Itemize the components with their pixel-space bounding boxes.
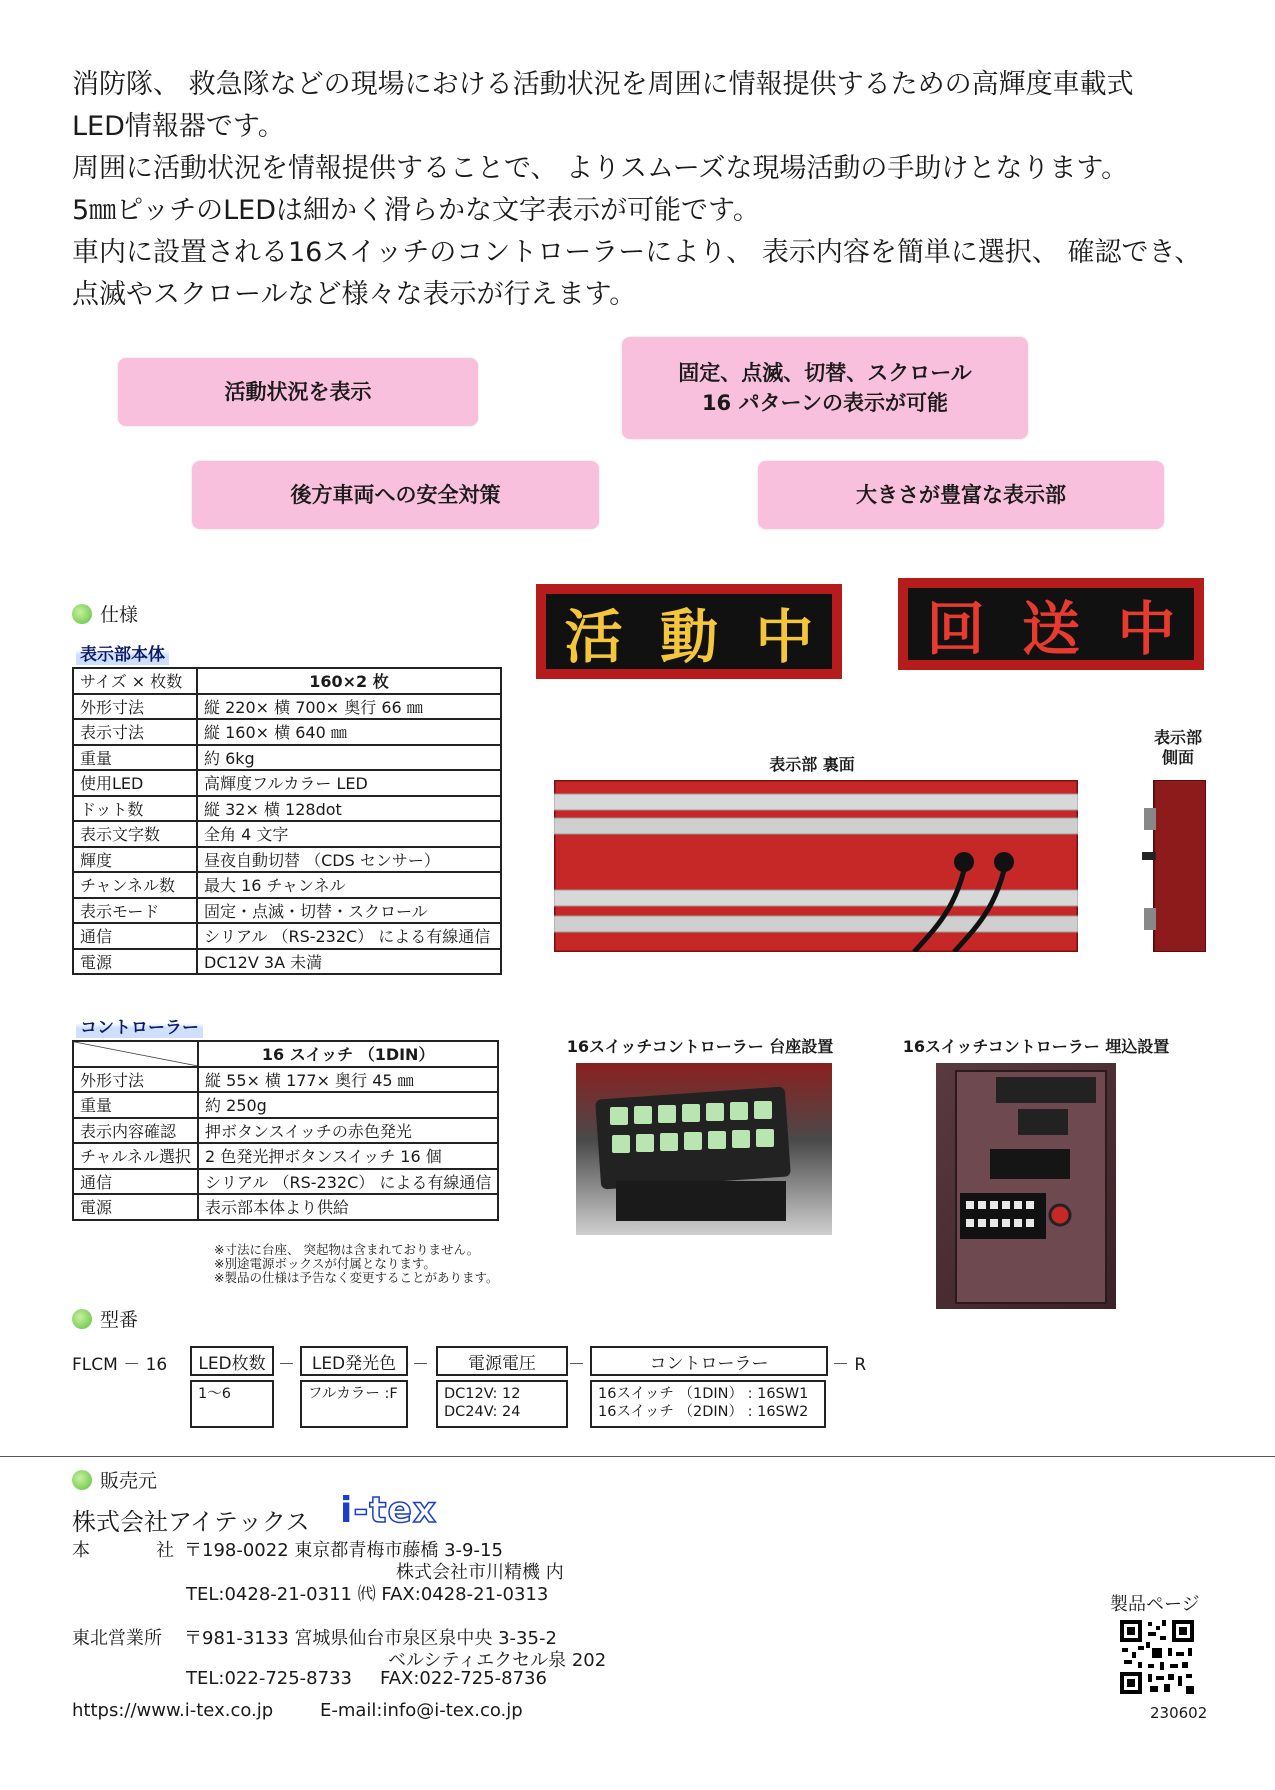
intro-line: 点滅やスクロールなど様々な表示が行えます。 [72, 279, 637, 310]
model-value-voltage [436, 1380, 568, 1428]
led-screen [546, 594, 832, 669]
controller-embed-illustration [936, 1063, 1116, 1309]
feature-label: 活動状況を表示 [224, 380, 372, 404]
table-cell-header: 16 スイッチ （1DIN） [198, 1041, 498, 1067]
model-value-line: 16スイッチ （2DIN） : 16SW2 [598, 1404, 809, 1420]
table-row [73, 872, 501, 898]
side-view-caption [1138, 728, 1218, 768]
model-prefix: FLCM － 16 [72, 1355, 168, 1375]
email-link[interactable]: E-mail:info@i-tex.co.jp [320, 1700, 523, 1721]
model-box-led-color: LED発光色 [300, 1346, 408, 1376]
table-cell-value: 固定・点滅・切替・スクロール [197, 898, 501, 924]
table-row [73, 796, 501, 822]
feature-label: 16 パターンの表示が可能 [701, 391, 949, 415]
table-row [73, 668, 501, 694]
table-row [73, 949, 501, 975]
feature-activity-status [118, 358, 478, 426]
table-cell-value: 約 6kg [197, 745, 501, 771]
table-row [73, 1041, 498, 1067]
table-cell-value: 縦 220× 横 700× 奥行 66 ㎜ [197, 694, 501, 720]
display-spec-table [72, 667, 502, 975]
table-cell-key: 輝度 [73, 847, 197, 873]
table-cell-key: 表示寸法 [73, 719, 197, 745]
feature-label: 大きさが豊富な表示部 [856, 483, 1066, 507]
model-heading-label: 型番 [100, 1309, 139, 1331]
table-cell-key: 通信 [73, 923, 197, 949]
table-cell-value: 高輝度フルカラー LED [197, 770, 501, 796]
table-cell-key: 表示文字数 [73, 821, 197, 847]
table-cell-value: シリアル （RS-232C） による有線通信 [197, 923, 501, 949]
display-side-image [1140, 780, 1206, 952]
model-value-led-color [300, 1380, 408, 1428]
intro-line: 車内に設置される16スイッチのコントローラーにより、 表示内容を簡単に選択、 確認でき、 [72, 237, 1202, 268]
table-cell-header: 160×2 枚 [197, 668, 501, 694]
seller-heading-label: 販売元 [100, 1470, 158, 1492]
led-char: 中 [1117, 595, 1176, 663]
table-row [73, 1118, 498, 1144]
table-cell-value: 最大 16 チャンネル [197, 872, 501, 898]
controller-stand-illustration [576, 1063, 832, 1235]
table-cell-key: ドット数 [73, 796, 197, 822]
spec-heading [72, 600, 138, 627]
intro-line: 5㎜ピッチのLEDは細かく滑らかな文字表示が可能です。 [72, 195, 760, 226]
table-cell-value: 押ボタンスイッチの赤色発光 [198, 1118, 498, 1144]
intro-text [72, 64, 1212, 316]
intro-line: 消防隊、 救急隊などの現場における活動状況を周囲に情報提供するための高輝度車載式 [72, 69, 1134, 100]
led-char: 動 [659, 602, 718, 671]
display-back-image [554, 780, 1078, 952]
table-cell-value: シリアル （RS-232C） による有線通信 [198, 1169, 498, 1195]
table-row [73, 1067, 498, 1093]
tohoku-tel: TEL:022-725-8733 [186, 1668, 352, 1689]
note-line: ※別途電源ボックスが付属となります。 [214, 1256, 436, 1271]
table-cell-key: 通信 [73, 1169, 198, 1195]
model-value-line: 1～6 [198, 1386, 231, 1402]
stand-install-caption: 16スイッチコントローラー 台座設置 [566, 1037, 834, 1056]
table-cell-value: 縦 55× 横 177× 奥行 45 ㎜ [198, 1067, 498, 1093]
caption-line: 側面 [1161, 748, 1194, 767]
table-cell-value: 縦 32× 横 128dot [197, 796, 501, 822]
table-cell-key: 表示内容確認 [73, 1118, 198, 1144]
bullet-icon [72, 1470, 92, 1490]
controller-spec-title: コントローラー [76, 1013, 203, 1038]
table-cell-key: 重量 [73, 745, 197, 771]
website-link[interactable]: https://www.i-tex.co.jp [72, 1700, 274, 1721]
table-cell-value: 表示部本体より供給 [198, 1194, 498, 1220]
led-display-image-returning [898, 578, 1204, 670]
table-cell-key: 外形寸法 [73, 694, 197, 720]
caption-line: 表示部 [1153, 728, 1202, 747]
table-row [73, 847, 501, 873]
table-cell-key: 電源 [73, 1194, 198, 1220]
table-row [73, 1194, 498, 1220]
bullet-icon [72, 604, 92, 624]
model-value-line: フルカラー :F [308, 1386, 398, 1402]
display-side-illustration [1140, 780, 1206, 952]
hq-address: 〒198-0022 東京都青梅市藤橋 3-9-15 [184, 1540, 503, 1561]
feature-safety [192, 461, 599, 529]
model-box-controller: コントローラー [590, 1346, 828, 1376]
table-cell-key: 使用LED [73, 770, 197, 796]
hq-label-2: 社 [156, 1540, 174, 1561]
company-logo [340, 1490, 437, 1531]
table-cell-value: 全角 4 文字 [197, 821, 501, 847]
table-cell-key: 表示モード [73, 898, 197, 924]
table-row [73, 770, 501, 796]
hq-tel: TEL:0428-21-0311 ㈹ FAX:0428-21-0313 [186, 1584, 549, 1605]
table-cell-value: DC12V 3A 未満 [197, 949, 501, 975]
feature-label: 固定、点滅、切替、スクロール [678, 361, 972, 385]
table-cell-key: チャンネル数 [73, 872, 197, 898]
led-char: 回 [926, 595, 985, 663]
feature-label: 後方車両への安全対策 [290, 483, 501, 507]
tohoku-address-2: ベルシティエクセル泉 202 [388, 1650, 607, 1671]
intro-line: LED情報器です。 [72, 111, 285, 142]
model-value-controller [590, 1380, 826, 1428]
logo-rest: -tex [353, 1490, 438, 1531]
display-back-illustration [554, 780, 1078, 952]
seller-heading [72, 1466, 157, 1493]
qr-code-graphic [1118, 1618, 1196, 1696]
table-row [73, 923, 501, 949]
divider [0, 1456, 1275, 1457]
intro-line: 周囲に活動状況を情報提供することで、 よりスムーズな現場活動の手助けとなります。 [72, 153, 1129, 184]
display-spec-title: 表示部本体 [76, 640, 169, 665]
led-char: 送 [1021, 595, 1080, 663]
table-row [73, 719, 501, 745]
spec-heading-label: 仕様 [100, 604, 139, 626]
model-box-led-count: LED枚数 [190, 1346, 274, 1376]
tohoku-address: 〒981-3133 宮城県仙台市泉区泉中央 3-35-2 [184, 1628, 557, 1649]
embed-install-caption: 16スイッチコントローラー 埋込設置 [902, 1037, 1170, 1056]
table-cell-value: 縦 160× 横 640 ㎜ [197, 719, 501, 745]
table-cell-key: 電源 [73, 949, 197, 975]
note-line: ※寸法に台座、 突起物は含まれておりません。 [214, 1242, 480, 1257]
model-value-line: 16スイッチ （1DIN） : 16SW1 [598, 1386, 809, 1402]
note-line: ※製品の仕様は予告なく変更することがあります。 [214, 1270, 499, 1285]
back-view-caption: 表示部 裏面 [769, 755, 855, 774]
model-value-line: DC24V: 24 [444, 1404, 521, 1420]
table-row [73, 1169, 498, 1195]
led-char: 中 [755, 602, 814, 671]
spec-notes [214, 1243, 498, 1285]
table-row [73, 898, 501, 924]
model-dash: － [412, 1355, 429, 1375]
table-cell-value: 約 250g [198, 1092, 498, 1118]
logo-i: i [340, 1490, 354, 1531]
table-cell-value: 2 色発光押ボタンスイッチ 16 個 [198, 1143, 498, 1169]
controller-embed-photo [936, 1063, 1116, 1309]
document-code: 230602 [1150, 1704, 1208, 1722]
tohoku-label: 東北営業所 [72, 1628, 162, 1649]
model-value-led-count [190, 1380, 274, 1428]
hq-label-1: 本 [72, 1540, 90, 1561]
qr-label: 製品ページ [1110, 1594, 1200, 1615]
feature-display-sizes [758, 461, 1164, 529]
table-cell-key: 外形寸法 [73, 1067, 198, 1093]
led-display-image-active [536, 584, 842, 679]
company-name: 株式会社アイテックス [72, 1508, 310, 1536]
model-dash: － [278, 1355, 295, 1375]
table-row [73, 1143, 498, 1169]
model-box-voltage: 電源電圧 [436, 1346, 568, 1376]
table-cell-value: 昼夜自動切替 （CDS センサー） [197, 847, 501, 873]
table-row [73, 745, 501, 771]
table-cell-diagonal [73, 1041, 198, 1067]
led-screen [908, 588, 1194, 663]
controller-stand-photo [576, 1063, 832, 1235]
tohoku-fax: FAX:022-725-8736 [380, 1668, 547, 1689]
bullet-icon [72, 1309, 92, 1329]
hq-address-2: 株式会社市川精機 内 [396, 1562, 564, 1583]
qr-code-icon[interactable] [1118, 1618, 1196, 1696]
model-suffix: － R [832, 1355, 867, 1375]
feature-display-patterns [622, 337, 1028, 439]
table-cell-key: 重量 [73, 1092, 198, 1118]
table-row [73, 694, 501, 720]
table-cell-key: サイズ × 枚数 [73, 668, 197, 694]
table-row [73, 821, 501, 847]
led-char: 活 [564, 602, 623, 671]
model-heading [72, 1305, 138, 1332]
model-dash: － [568, 1355, 585, 1375]
table-row [73, 1092, 498, 1118]
model-value-line: DC12V: 12 [444, 1386, 521, 1402]
table-cell-key: チャルネル選択 [73, 1143, 198, 1169]
controller-spec-table [72, 1040, 499, 1221]
